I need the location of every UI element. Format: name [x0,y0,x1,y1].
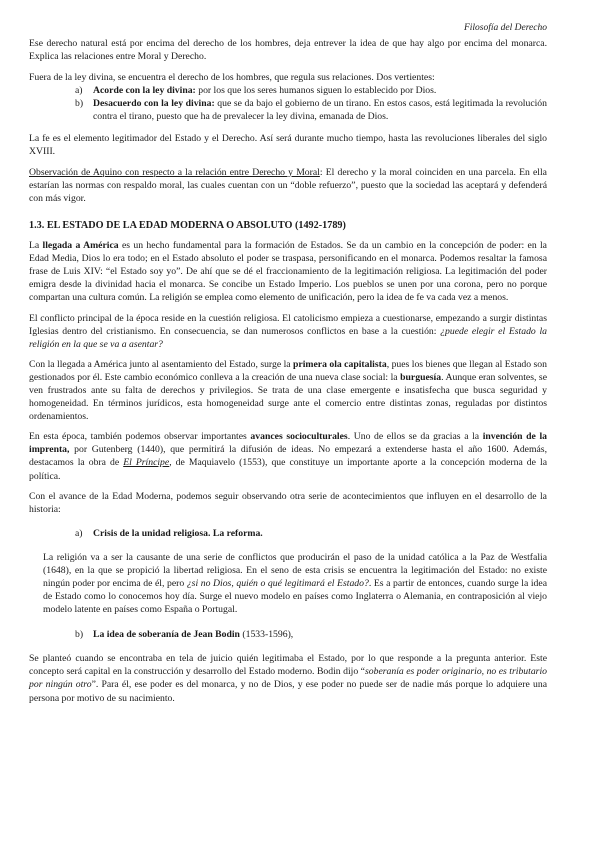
list-item-text: que se da bajo el gobierno de un tirano. En estos casos, está legitimada la revolución contra el tirano, puesto que ha de prevalecer la ley divina, emanada de Dios. [93,98,547,123]
subheading-dates: (1533-1596), [239,629,294,641]
subheading-title: La idea de soberanía de Jean Bodin [93,629,240,641]
paragraph [43,551,547,616]
list-marker: a) [75,527,83,539]
bold-text: burguesía [400,371,442,383]
text: ”. Para él, ese poder es del monarca, y no de Dios, y ese poder no puede ser de nadie más porque lo adquiere una persona por motivo de su nacimiento. [29,679,547,704]
paragraph [29,166,547,205]
underlined-heading: Observación de Aquino con respecto a la relación entre Derecho y Moral [29,166,320,178]
list-item-term: Desacuerdo con la ley divina: [93,98,215,110]
bold-text: llegada a América [42,240,119,252]
paragraph: Fuera de la ley divina, se encuentra el derecho de los hombres, que regula sus relaciones. Dos vertientes: [29,72,435,84]
paragraph [29,652,547,704]
paragraph: La fe es el elemento legitimador del Estado y el Derecho. Así será durante mucho tiempo, hasta las revoluciones liberales del siglo XVIII. [29,132,547,157]
paragraph: Con el avance de la Edad Moderna, podemos seguir observando otra serie de acontecimientos que influyen en el desarrollo de la historia: [29,490,547,515]
document-page [29,0,547,705]
list-marker: b) [75,98,84,110]
text: El conflicto principal de la época reside en la cuestión religiosa. El catolicismo empieza a cuestionarse, empezando a surgir distintas Iglesias dentro del cristianismo. En consecuencia, se dan numerosos conflictos en base a la cuestión: [29,312,547,337]
list-item [75,84,547,97]
section-title: 1.3. EL ESTADO DE LA EDAD MODERNA O ABSOLUTO (1492-1789) [29,220,346,232]
bold-text: invención de la imprenta, [29,431,548,456]
text: es un hecho fundamental para la formación de Estados. Se da un cambio en la concepción de poder: en la Edad Media, Dios lo era todo; en el Estado absoluto el poder se traspasa, personificando en el monarca. Podemos resaltar la famosa frase de Luis XIV: “el Estado soy yo”. De ahí que se dé el fraccionamiento de la legitimación religiosa. La legitimación del poder emigra desde la divinidad hacia el monarca. Se concibe un Estado Imperio. Los pueblos se unen por una corona, pero no porque compartan una cultura común. La religión se emplea como elemento de unificación, pero la idea de fe va cada vez a menos. [29,240,547,304]
text: En esta época, también podemos observar importantes [29,431,251,443]
bold-text: primera ola capitalista [293,358,387,370]
list-item-term: Acorde con la ley divina: [93,85,196,97]
bold-text: avances socioculturales [250,431,348,443]
text: La [29,240,43,252]
paragraph [29,312,547,351]
text: , pues los bienes que llegan al Estado son gestionados por él. Este cambio económico conlleva a la creación de una nueva clase social: la [29,358,547,383]
subheading [75,527,547,540]
text: , de Maquiavelo (1553), que constituye un importante aporte a la concepción moderna de la política. [29,457,547,482]
list-item [75,97,547,123]
running-header: Filosofía del Derecho [463,23,547,33]
subheading [75,628,547,641]
text: por Gutenberg (1440), que permitirá la difusión de ideas. No empezará a extenderse hasta el año 1600. Además, destacamos la obra de [29,444,547,469]
text: Se planteó cuando se encontraba en tela de juicio quién legitimaba el Estado, por lo que responde a la pregunta anterior. Este concepto será capital en la construcción y desarrollo del Estado moderno. Bodin dijo “ [29,653,547,678]
paragraph [29,358,547,423]
text: . Uno de ellos se da gracias a la [347,431,483,443]
paragraph [29,430,547,482]
subheading-title: Crisis de la unidad religiosa. La reforma. [93,527,263,539]
list-marker: b) [75,629,84,641]
text: La religión va a ser la causante de una serie de conflictos que producirán el paso de la unidad católica a la Paz de Westfalia (1648), en la que se propició la libertad religiosa. En el seno de esta crisis se encuentra la legitimación del Estado: no existe ningún poder por encima de él, pero [43,551,547,589]
list-marker: a) [75,85,83,97]
quote: soberanía es poder originario, no es tributario por ningún otro [29,666,547,691]
book-title: El Príncipe [123,457,170,469]
paragraph: Ese derecho natural está por encima del derecho de los hombres, deja entrever la idea de que hay algo por encima del monarca. Explica las relaciones entre Moral y Derecho. [29,38,547,63]
text: . Es a partir de entonces, cuando surge la idea de Estado como lo conocemos hoy día. Surge el nuevo modelo en países como Inglaterra o Alemania, en contraposición al viejo modelo latente en países como España o Portugal. [43,578,547,616]
italic-text: ¿si no Dios, quién o qué legitimará el Estado? [186,578,369,589]
text: Con la llegada a América junto al asentamiento del Estado, surge la [29,358,294,370]
list-item-text: por los que los seres humanos siguen lo establecido por Dios. [195,85,437,97]
italic-text: ¿puede elegir el Estado la religión en la que se va a asentar? [29,325,547,350]
paragraph-text: : El derecho y la moral coinciden en una parcela. En ella estarían las normas con respaldo moral, las cuales cuentan con un “doble refuerzo”, puesto que la sociedad las aceptará y defenderá con más vigor. [29,166,547,204]
paragraph [29,239,547,304]
text: . Aunque eran solventes, se ven frustrados ante su falta de derechos y privilegios. Se trata de una clase emergente e insatisfecha que busca seguridad y homogeneidad. En términos jurídicos, esta homogeneidad surge ante el comercio entre distintas zonas, reguladas por distintos ordenamientos. [29,371,547,423]
